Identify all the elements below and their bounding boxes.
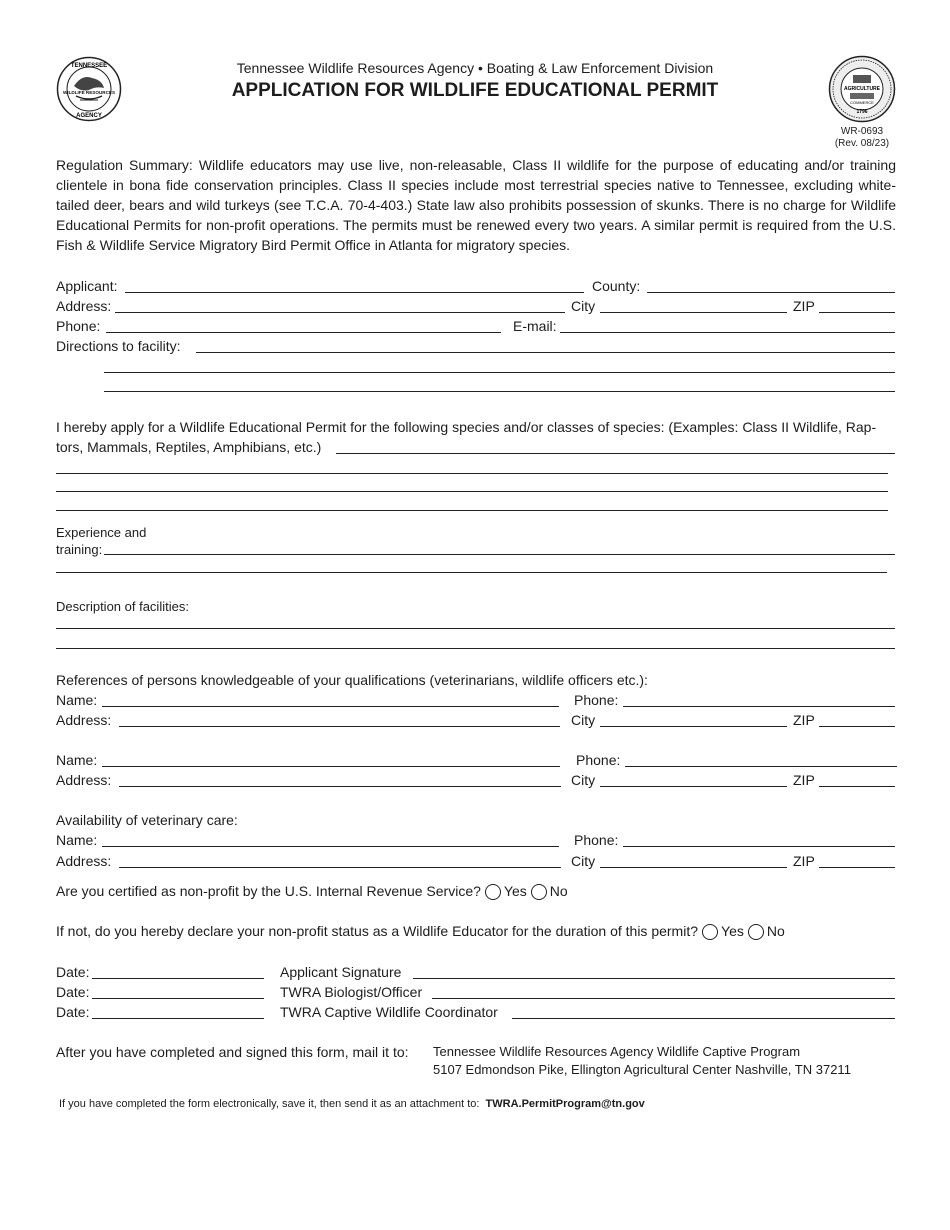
ref2-name-label: Name: [56, 752, 98, 768]
date-label-1: Date: [56, 964, 90, 980]
date-field-2[interactable] [92, 998, 264, 999]
experience-label-line-2: training: [56, 542, 103, 557]
ref2-address-field[interactable] [119, 786, 561, 787]
logo-text-middle: WILDLIFE RESOURCES [62, 90, 116, 95]
facilities-label: Description of facilities: [56, 599, 189, 614]
form-number: WR-0693 [840, 126, 884, 137]
agency-line: Tennessee Wildlife Resources Agency • Boating & Law Enforcement Division [236, 60, 714, 76]
biologist-signature-field[interactable] [432, 998, 895, 999]
nonprofit-question-1 [56, 882, 568, 900]
electronic-text: If you have completed the form electronically, save it, then send it as an attachment to: [59, 1098, 480, 1110]
date-label-3: Date: [56, 1004, 90, 1020]
mailing-address-line-1: Tennessee Wildlife Resources Agency Wildlife Captive Program [433, 1044, 801, 1059]
ref1-zip-field[interactable] [819, 726, 895, 727]
nonprofit-1-no-label: No [549, 883, 568, 899]
date-label-2: Date: [56, 984, 90, 1000]
mailing-address-line-2: 5107 Edmondson Pike, Ellington Agricultural Center Nashville, TN 37211 [433, 1062, 851, 1077]
applicant-signature-label: Applicant Signature [280, 964, 402, 980]
zip-field[interactable] [819, 312, 895, 313]
email-field[interactable] [560, 332, 895, 333]
zip-label: ZIP [793, 298, 815, 314]
nonprofit-question-1-text: Are you certified as non-profit by the U.S. Internal Revenue Service? [56, 883, 481, 899]
vet-phone-label: Phone: [574, 832, 619, 848]
experience-field-1[interactable] [104, 554, 895, 555]
coordinator-label: TWRA Captive Wildlife Coordinator [280, 1004, 498, 1020]
permit-program-email[interactable]: TWRA.PermitProgram@tn.gov [485, 1098, 645, 1110]
biologist-label: TWRA Biologist/Officer [280, 984, 423, 1000]
ref2-zip-field[interactable] [819, 786, 895, 787]
ref1-zip-label: ZIP [793, 712, 815, 728]
ref1-name-label: Name: [56, 692, 98, 708]
nonprofit-2-no-radio[interactable] [748, 924, 764, 940]
vet-address-label: Address: [56, 853, 112, 869]
nonprofit-2-no-label: No [766, 923, 785, 939]
nonprofit-1-no-radio[interactable] [531, 884, 547, 900]
ref1-city-label: City [571, 712, 596, 728]
directions-field-1[interactable] [196, 352, 895, 353]
vet-label: Availability of veterinary care: [56, 812, 238, 828]
applicant-label: Applicant: [56, 278, 118, 294]
species-field-2[interactable] [56, 473, 888, 474]
address-label: Address: [56, 298, 112, 314]
ref2-phone-label: Phone: [576, 752, 621, 768]
experience-label-line-1: Experience and [56, 525, 147, 540]
seal-text-year: 1796 [856, 109, 868, 115]
ref2-address-label: Address: [56, 772, 112, 788]
seal-text-commerce: COMMERCE [850, 100, 874, 105]
ref1-address-field[interactable] [119, 726, 560, 727]
species-text-line-2: tors, Mammals, Reptiles, Amphibians, etc.) [56, 439, 322, 455]
seal-text-agriculture: AGRICULTURE [843, 86, 881, 92]
regulation-summary: Regulation Summary: Wildlife educators may use live, non-releasable, Class II wildlife for the purpose of educating and/or training clientele in bona fide conservation principles. Class II species include most terrestrial species native to Tennessee, excluding white-tailed deer, bears and wild turkeys (see T.C.A. 70-4-403.) State law also prohibits possession of skunks. There is no charge for Wildlife Educational Permits for non-profit operations. The permits must be renewed every two years. A similar permit is required from the U.S. Fish & Wildlife Service Migratory Bird Permit Office in Atlanta for migratory species. [56, 157, 896, 253]
date-field-1[interactable] [92, 978, 264, 979]
experience-field-2[interactable] [56, 572, 887, 573]
vet-city-label: City [571, 853, 596, 869]
ref1-phone-field[interactable] [623, 706, 895, 707]
ref1-phone-label: Phone: [574, 692, 619, 708]
ref1-name-field[interactable] [102, 706, 559, 707]
species-field-4[interactable] [56, 510, 888, 511]
county-field[interactable] [647, 292, 895, 293]
phone-label: Phone: [56, 318, 101, 334]
vet-zip-label: ZIP [793, 853, 815, 869]
directions-field-2[interactable] [104, 372, 895, 373]
directions-label: Directions to facility: [56, 338, 181, 354]
vet-name-field[interactable] [102, 846, 559, 847]
references-intro: References of persons knowledgeable of your qualifications (veterinarians, wildlife officers etc.): [56, 672, 648, 688]
county-label: County: [592, 278, 641, 294]
vet-city-field[interactable] [600, 867, 787, 868]
address-field[interactable] [115, 312, 565, 313]
vet-name-label: Name: [56, 832, 98, 848]
directions-field-3[interactable] [104, 391, 895, 392]
nonprofit-question-2-text: If not, do you hereby declare your non-profit status as a Wildlife Educator for the duration of this permit? [56, 923, 699, 939]
species-field-1[interactable] [336, 453, 895, 454]
nonprofit-2-yes-radio[interactable] [702, 924, 718, 940]
applicant-signature-field[interactable] [413, 978, 895, 979]
city-field[interactable] [600, 312, 787, 313]
nonprofit-question-2 [56, 922, 785, 940]
logo-text-bottom: AGENCY [76, 113, 102, 119]
nonprofit-1-yes-label: Yes [503, 883, 527, 899]
form-revision: (Rev. 08/23) [834, 138, 890, 149]
coordinator-signature-field[interactable] [512, 1018, 895, 1019]
applicant-field[interactable] [125, 292, 584, 293]
city-label: City [571, 298, 596, 314]
vet-address-field[interactable] [119, 867, 561, 868]
state-seal [828, 55, 896, 123]
facilities-field-2[interactable] [56, 648, 895, 649]
nonprofit-2-yes-label: Yes [721, 923, 744, 939]
logo-text-top: TENNESSEE [70, 63, 108, 69]
ref1-address-label: Address: [56, 712, 112, 728]
ref2-phone-field[interactable] [625, 766, 897, 767]
ref2-zip-label: ZIP [793, 772, 815, 788]
vet-phone-field[interactable] [623, 846, 895, 847]
page-title: APPLICATION FOR WILDLIFE EDUCATIONAL PERMIT [231, 80, 719, 101]
ref1-city-field[interactable] [600, 726, 787, 727]
mailing-intro: After you have completed and signed this form, mail it to: [56, 1044, 409, 1060]
ref2-city-field[interactable] [600, 786, 787, 787]
email-label: E-mail: [513, 318, 557, 334]
phone-field[interactable] [106, 332, 501, 333]
species-field-3[interactable] [56, 491, 888, 492]
vet-zip-field[interactable] [819, 867, 895, 868]
electronic-submission [59, 1097, 645, 1111]
ref2-city-label: City [571, 772, 596, 788]
date-field-3[interactable] [92, 1018, 264, 1019]
facilities-field-1[interactable] [56, 628, 895, 629]
nonprofit-1-yes-radio[interactable] [485, 884, 501, 900]
species-text-line-1: I hereby apply for a Wildlife Educational Permit for the following species and/or classes of species: (Examples: Class II Wildlife, Rap- [56, 419, 877, 435]
ref2-name-field[interactable] [102, 766, 560, 767]
